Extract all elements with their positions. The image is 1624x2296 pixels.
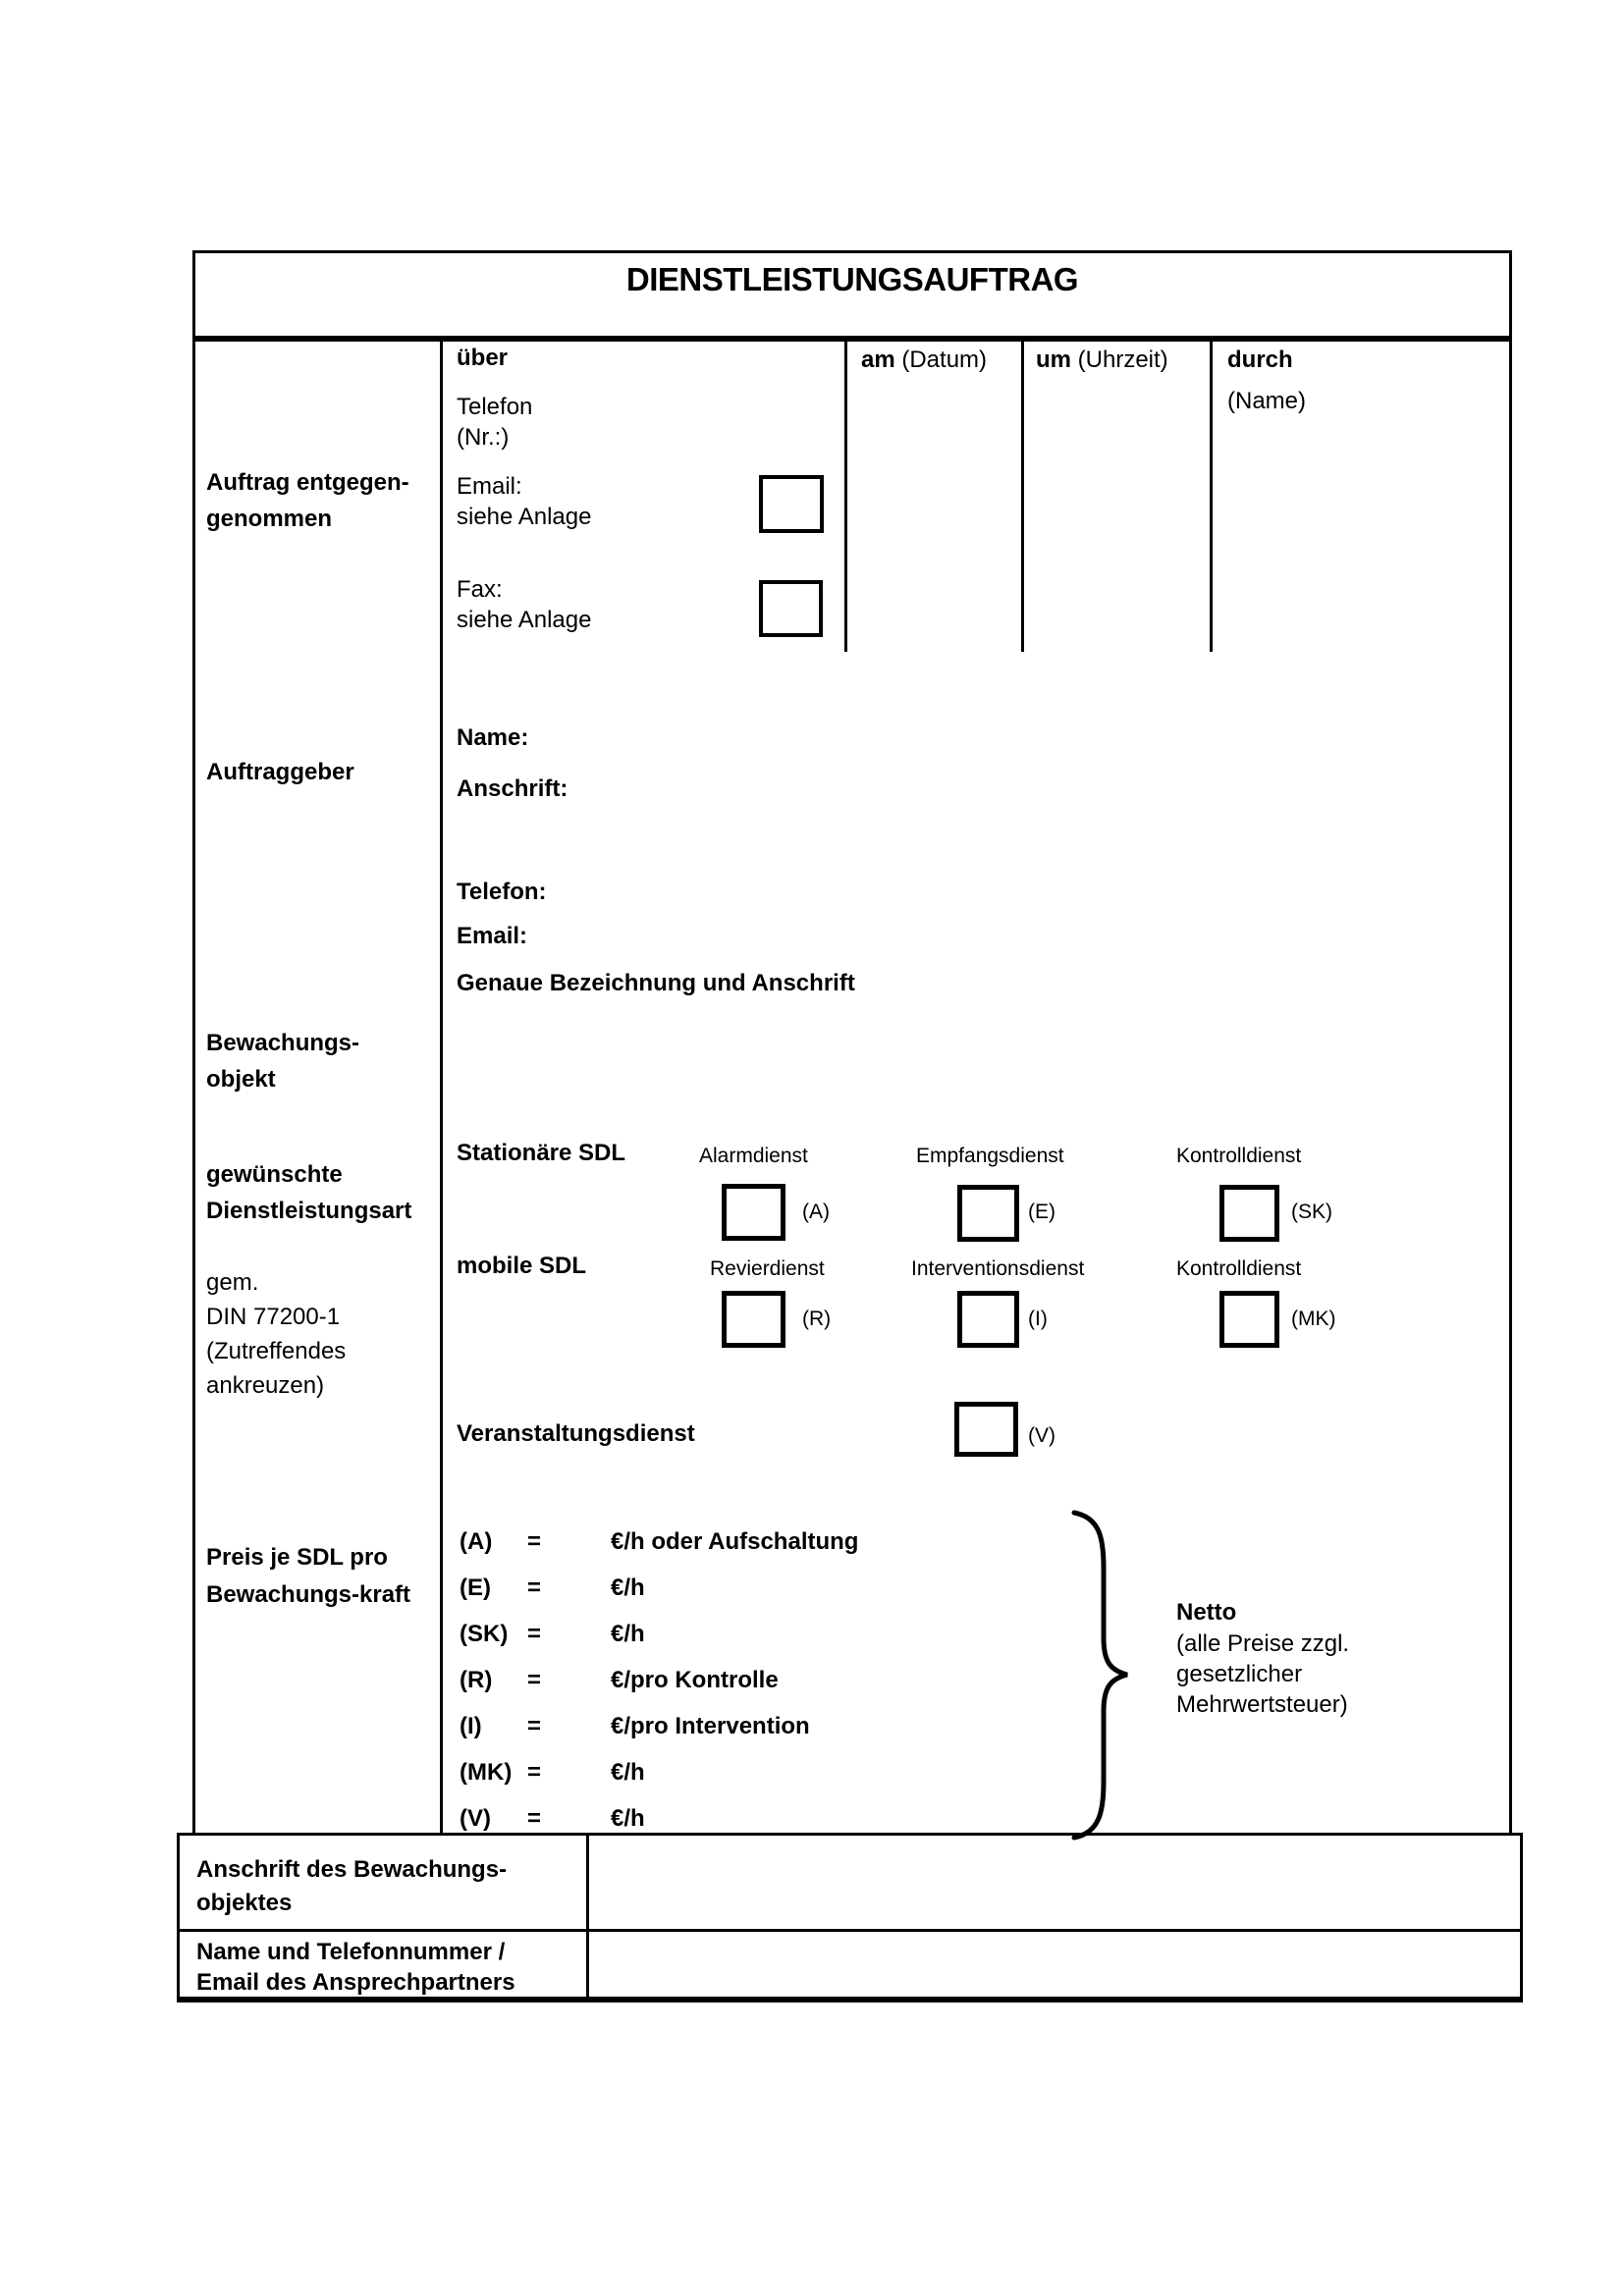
checkbox-email[interactable] bbox=[759, 475, 824, 533]
fax-note: siehe Anlage bbox=[457, 607, 592, 633]
footer-row2-label-line2: Email des Ansprechpartners bbox=[196, 1969, 515, 1996]
alarmdienst-label: Alarmdienst bbox=[699, 1145, 808, 1167]
footer-row1-label-line2: objektes bbox=[196, 1890, 293, 1916]
netto-line3: Mehrwertsteuer) bbox=[1176, 1691, 1348, 1718]
checkbox-kontrolldienst-sk[interactable] bbox=[1219, 1185, 1279, 1242]
anschrift-bewachungsobjekt-input[interactable] bbox=[589, 1836, 1520, 1929]
checkbox-veranstaltungsdienst[interactable] bbox=[954, 1402, 1018, 1457]
price-value: €/h oder Aufschaltung bbox=[611, 1528, 859, 1555]
price-row bbox=[460, 1527, 858, 1557]
fax-label: Fax: bbox=[457, 576, 503, 603]
header-um bbox=[1036, 346, 1168, 375]
netto-line1: (alle Preise zzgl. bbox=[1176, 1630, 1350, 1657]
checkbox-revierdienst[interactable] bbox=[722, 1291, 785, 1348]
code-empfangsdienst: (E) bbox=[1028, 1201, 1056, 1223]
price-eq: = bbox=[527, 1805, 542, 1832]
header-ueber: über bbox=[457, 345, 509, 371]
label-dienstleistungsart-line1: gewünschte bbox=[206, 1161, 343, 1188]
price-eq: = bbox=[527, 1528, 542, 1555]
label-preis-line2: Bewachungs-kraft bbox=[206, 1581, 411, 1608]
price-value: €/h bbox=[611, 1575, 645, 1601]
checkbox-fax[interactable] bbox=[759, 580, 823, 637]
checkbox-kontrolldienst-mk[interactable] bbox=[1219, 1291, 1279, 1348]
price-row bbox=[460, 1666, 779, 1695]
col-line-durch bbox=[1210, 342, 1213, 652]
label-auftraggeber: Auftraggeber bbox=[206, 759, 354, 785]
interventionsdienst-label: Interventionsdienst bbox=[911, 1257, 1085, 1280]
price-value: €/h bbox=[611, 1805, 645, 1832]
din-note-line3: (Zutreffendes bbox=[206, 1338, 347, 1364]
price-eq: = bbox=[527, 1575, 542, 1601]
auftraggeber-telefon-label: Telefon: bbox=[457, 879, 547, 905]
price-code: (A) bbox=[460, 1528, 493, 1555]
col-line-um bbox=[1021, 342, 1024, 652]
stationaere-sdl-label: Stationäre SDL bbox=[457, 1140, 626, 1166]
auftraggeber-anschrift-label: Anschrift: bbox=[457, 775, 568, 802]
price-value: €/pro Kontrolle bbox=[611, 1667, 779, 1693]
price-row bbox=[460, 1758, 645, 1788]
kontrolldienst-sk-label: Kontrolldienst bbox=[1176, 1145, 1302, 1167]
label-dienstleistungsart-line2: Dienstleistungsart bbox=[206, 1198, 412, 1224]
price-code: (SK) bbox=[460, 1621, 509, 1647]
price-code: (R) bbox=[460, 1667, 493, 1693]
checkbox-alarmdienst[interactable] bbox=[722, 1184, 785, 1241]
revierdienst-label: Revierdienst bbox=[710, 1257, 825, 1280]
form-title: DIENSTLEISTUNGSAUFTRAG bbox=[625, 261, 1079, 297]
price-code: (MK) bbox=[460, 1759, 513, 1786]
footer-row1-label-line1: Anschrift des Bewachungs- bbox=[196, 1856, 508, 1883]
din-note-line2: DIN 77200-1 bbox=[206, 1304, 341, 1330]
din-note-line1: gem. bbox=[206, 1269, 259, 1296]
price-code: (I) bbox=[460, 1713, 482, 1739]
header-durch-name: (Name) bbox=[1227, 388, 1307, 414]
label-bewachungsobjekt-line2: objekt bbox=[206, 1066, 276, 1093]
header-am-bold: am bbox=[861, 347, 895, 373]
label-auftrag-line1: Auftrag entgegen- bbox=[206, 469, 409, 496]
price-value: €/h bbox=[611, 1621, 645, 1647]
email-note: siehe Anlage bbox=[457, 504, 592, 530]
title-separator bbox=[192, 336, 1512, 342]
auftraggeber-email-label: Email: bbox=[457, 923, 528, 949]
code-veranstaltungsdienst: (V) bbox=[1028, 1424, 1056, 1447]
label-preis-line1: Preis je SDL pro bbox=[206, 1544, 388, 1571]
price-eq: = bbox=[527, 1667, 542, 1693]
auftraggeber-name-label: Name: bbox=[457, 724, 529, 751]
price-row bbox=[460, 1712, 810, 1741]
price-row bbox=[460, 1574, 645, 1603]
kontrolldienst-mk-label: Kontrolldienst bbox=[1176, 1257, 1302, 1280]
price-row bbox=[460, 1804, 645, 1834]
header-am bbox=[861, 346, 987, 375]
label-auftrag-line2: genommen bbox=[206, 506, 333, 532]
price-eq: = bbox=[527, 1759, 542, 1786]
footer-row2-label-line1: Name und Telefonnummer / bbox=[196, 1939, 506, 1965]
price-row bbox=[460, 1620, 645, 1649]
curly-brace bbox=[1070, 1509, 1133, 1842]
netto-label: Netto bbox=[1176, 1599, 1237, 1626]
label-bewachungsobjekt-line1: Bewachungs- bbox=[206, 1030, 360, 1056]
header-am-rest: (Datum) bbox=[894, 347, 988, 373]
veranstaltungsdienst-label: Veranstaltungsdienst bbox=[457, 1420, 695, 1447]
header-um-bold: um bbox=[1036, 347, 1071, 373]
email-label: Email: bbox=[457, 473, 522, 500]
code-kontrolldienst-mk: (MK) bbox=[1291, 1308, 1336, 1330]
label-column-divider bbox=[440, 339, 443, 1834]
bewachungsobjekt-header: Genaue Bezeichnung und Anschrift bbox=[457, 970, 855, 996]
header-durch: durch bbox=[1227, 347, 1293, 373]
netto-line2: gesetzlicher bbox=[1176, 1661, 1303, 1687]
price-eq: = bbox=[527, 1621, 542, 1647]
price-code: (V) bbox=[460, 1805, 491, 1832]
empfangsdienst-label: Empfangsdienst bbox=[916, 1145, 1064, 1167]
price-value: €/h bbox=[611, 1759, 645, 1786]
code-revierdienst: (R) bbox=[802, 1308, 832, 1330]
telefon-nr-line1: Telefon bbox=[457, 394, 533, 420]
mobile-sdl-label: mobile SDL bbox=[457, 1253, 587, 1279]
ansprechpartner-input[interactable] bbox=[589, 1932, 1520, 1997]
price-code: (E) bbox=[460, 1575, 491, 1601]
col-line-am bbox=[844, 342, 847, 652]
code-kontrolldienst-sk: (SK) bbox=[1291, 1201, 1332, 1223]
din-note-line4: ankreuzen) bbox=[206, 1372, 325, 1399]
price-value: €/pro Intervention bbox=[611, 1713, 810, 1739]
checkbox-interventionsdienst[interactable] bbox=[957, 1291, 1019, 1348]
price-eq: = bbox=[527, 1713, 542, 1739]
code-interventionsdienst: (I) bbox=[1028, 1308, 1048, 1330]
header-um-rest: (Uhrzeit) bbox=[1071, 347, 1168, 373]
telefon-nr-line2: (Nr.:) bbox=[457, 424, 510, 451]
code-alarmdienst: (A) bbox=[802, 1201, 830, 1223]
checkbox-empfangsdienst[interactable] bbox=[957, 1185, 1019, 1242]
